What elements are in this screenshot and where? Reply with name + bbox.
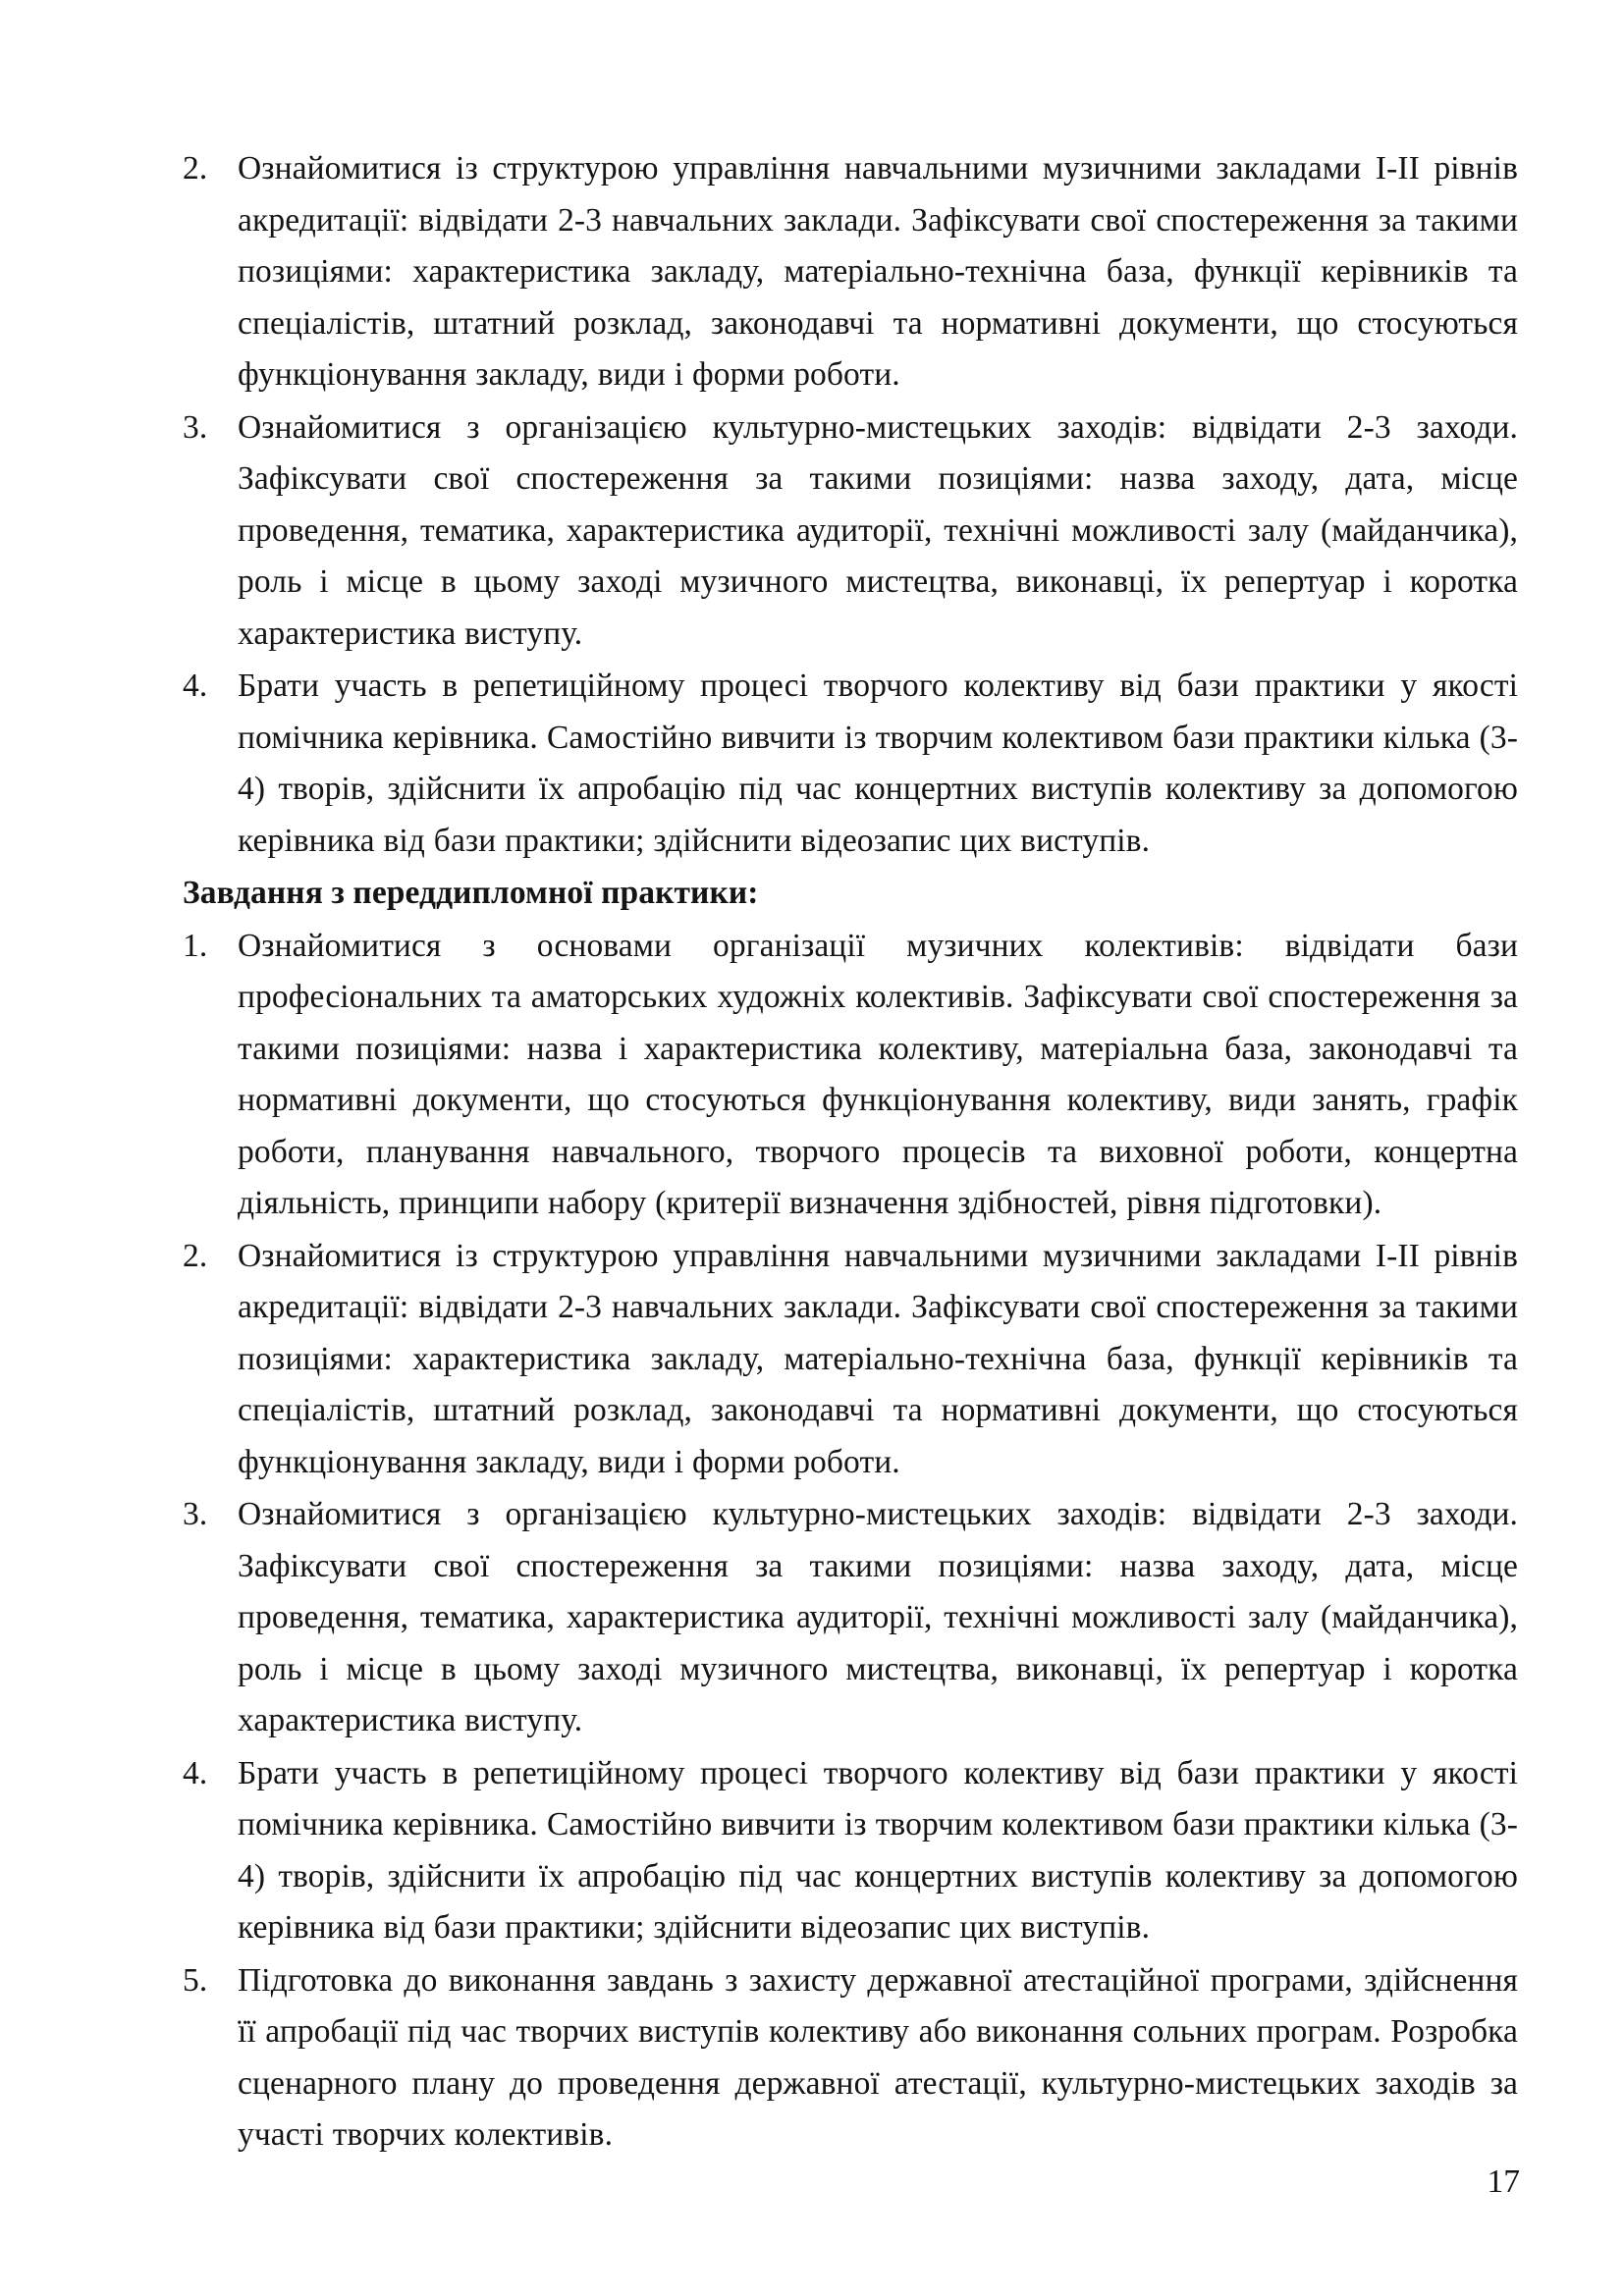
list-item-text: Підготовка до виконання завдань з захисту державної атестаційної програми, здійснення її апробації під час творчих виступів колективу або виконання сольних програм. Розробка сценарного плану до проведення державної атестації, культурно-мистецьких заходів за участі творчих колективів. xyxy=(238,1961,1518,2153)
list-item-text: Ознайомитися з організацією культурно-мистецьких заходів: відвідати 2-3 заходи. Зафіксувати свої спостереження за такими позиціями: назва заходу, дата, місце проведення, тематика, характеристика аудиторії, технічні можливості залу (майданчика), роль і місце в цьому заході музичного мистецтва, виконавці, їх репертуар і коротка характеристика виступу. xyxy=(238,1496,1518,1738)
list-item-marker: 1. xyxy=(183,927,208,964)
list-item-text: Ознайомитися із структурою управління навчальними музичними закладами І-ІІ рівнів акредитації: відвідати 2-3 навчальних заклади. Зафіксувати свої спостереження за такими позиціями: характеристика закладу, матеріально-технічна база, функції керівників та спеціалістів, штатний розклад, законодавчі та нормативні документи, що стосуються функціонування закладу, види і форми роботи. xyxy=(238,1237,1518,1480)
list-item-marker: 3. xyxy=(183,408,208,446)
list-item xyxy=(183,143,1518,401)
list-item-text: Ознайомитися із структурою управління навчальними музичними закладами І-ІІ рівнів акредитації: відвідати 2-3 навчальних заклади. Зафіксувати свої спостереження за такими позиціями: характеристика закладу, матеріально-технічна база, функції керівників та спеціалістів, штатний розклад, законодавчі та нормативні документи, що стосуються функціонування закладу, види і форми роботи. xyxy=(238,150,1518,393)
list-item-marker: 3. xyxy=(183,1496,208,1532)
list-item-marker: 4. xyxy=(183,667,208,704)
task-list-section-two xyxy=(183,921,1518,2162)
list-item-text: Ознайомитися з основами організації музичних колективів: відвідати бази професіональних та аматорських художніх колективів. Зафіксувати свої спостереження за такими позиціями: назва і характеристика колективу, матеріальна база, законодавчі та нормативні документи, що стосуються функціонування колективу, види занять, графік роботи, планування навчального, творчого процесів та виховної роботи, концертна діяльність, принципи набору (критерії визначення здібностей, рівня підготовки). xyxy=(238,927,1518,1221)
list-item xyxy=(183,1489,1518,1747)
list-item xyxy=(183,1748,1518,1954)
list-item-marker: 5. xyxy=(183,1961,208,1999)
list-item-marker: 4. xyxy=(183,1754,208,1791)
list-item-text: Брати участь в репетиційному процесі творчого колективу від бази практики у якості помічника керівника. Самостійно вивчити із творчим колективом бази практики кілька (3-4) творів, здійснити їх апробацію під час концертних виступів колективу за допомогою керівника від бази практики; здійснити відеозапис цих виступів. xyxy=(238,1754,1518,1946)
list-item xyxy=(183,661,1518,867)
task-list-section-one xyxy=(183,143,1518,867)
section-heading-pre-diploma-practice: Завдання з переддипломної практики: xyxy=(183,875,759,911)
list-item-text: Ознайомитися з організацією культурно-мистецьких заходів: відвідати 2-3 заходи. Зафіксувати свої спостереження за такими позиціями: назва заходу, дата, місце проведення, тематика, характеристика аудиторії, технічні можливості залу (майданчика), роль і місце в цьому заході музичного мистецтва, виконавці, їх репертуар і коротка характеристика виступу. xyxy=(238,408,1518,652)
list-item xyxy=(183,1231,1518,1489)
list-item xyxy=(183,1955,1518,2162)
list-item-text: Брати участь в репетиційному процесі творчого колективу від бази практики у якості помічника керівника. Самостійно вивчити із творчим колективом бази практики кілька (3-4) творів, здійснити їх апробацію під час концертних виступів колективу за допомогою керівника від бази практики; здійснити відеозапис цих виступів. xyxy=(238,667,1518,859)
page-content xyxy=(183,143,1518,2163)
list-item xyxy=(183,402,1518,661)
list-item xyxy=(183,921,1518,1230)
page-number: 17 xyxy=(1487,2163,1520,2200)
list-item-marker: 2. xyxy=(183,150,208,187)
list-item-marker: 2. xyxy=(183,1237,208,1274)
